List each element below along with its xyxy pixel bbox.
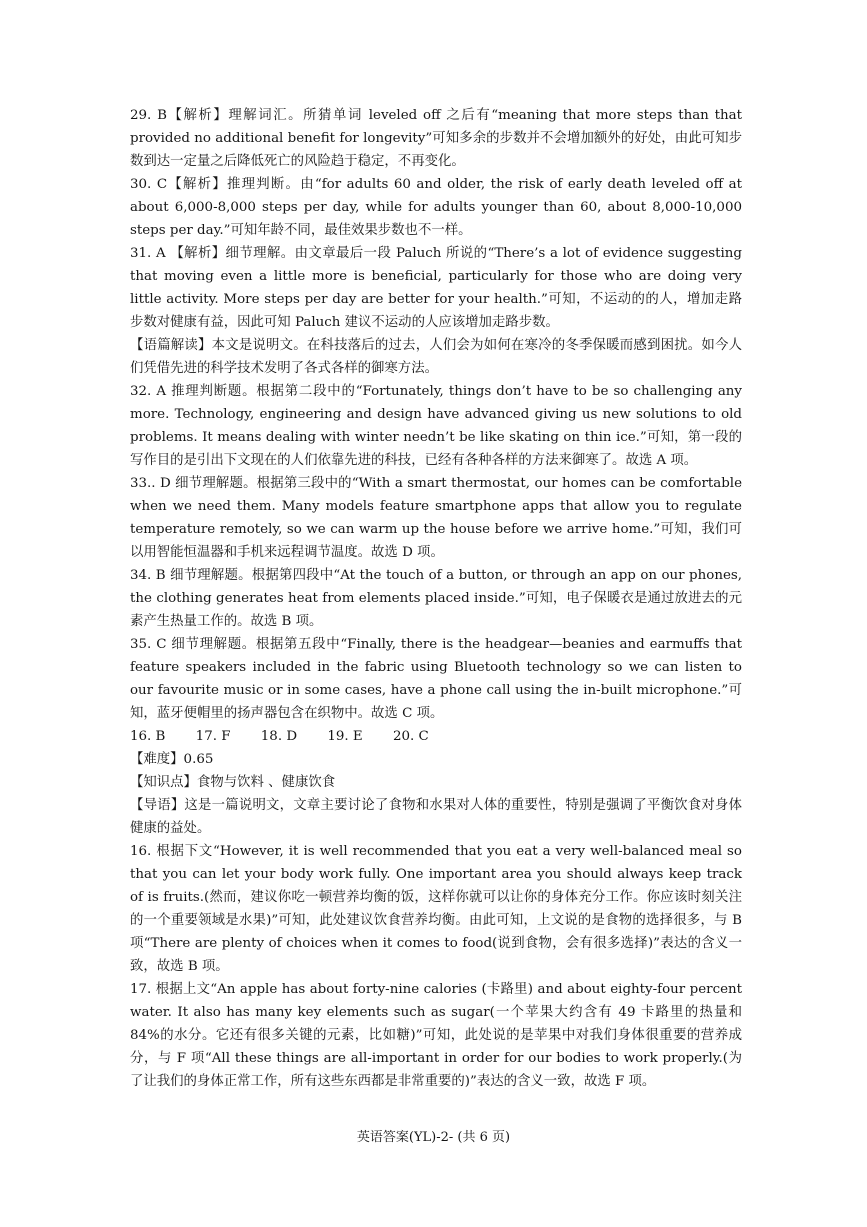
answer-30-explanation: 30. C【解析】推理判断。由“for adults 60 and older, the risk of early death leveled off at about 6,000-8,000 steps per day, while for adults younger than 60, about 8,000-10,000 steps per day.”可知年龄不同，最佳效果步数也不一样。 — [130, 177, 742, 238]
answer-key-16-20 — [130, 725, 742, 748]
answer-key-item: 17. F — [195, 729, 231, 744]
answer-29-explanation: 29. B【解析】理解词汇。所猜单词 leveled off 之后有“meaning that more steps than that provided no additional benefit for longevity”可知多余的步数并不会增加额外的好处，由此可知步数到达一定量之后降低死亡的风险趋于稳定，不再变化。 — [130, 108, 742, 169]
answer-16-explanation: 16. 根据下文“However, it is well recommended that you eat a very well-balanced meal so that you can let your body work fully. One important area you should always keep track of is fruits.(然而，建议你吃一顿营养均衡的饭，这样你就可以让你的身体充分工作。你应该时刻关注的一个重要领域是水果)”可知，此处建议饮食营养均衡。由此可知，上文说的是食物的选择很多，与 B 项“There are plenty of choices when it comes to food(说到食物，会有很多选择)”表达的含义一致，故选 B 项。 — [130, 844, 742, 974]
page-footer: 英语答案(YL)-2- (共 6 页) — [356, 1130, 511, 1145]
answer-34-explanation: 34. B 细节理解题。根据第四段中“At the touch of a button, or through an app on our phones, the clothing generates heat from elements placed inside.”可知，电子保暖衣是通过放进去的元素产生热量工作的。故选 B 项。 — [130, 568, 742, 629]
knowledge-points: 【知识点】食物与饮料 、健康饮食 — [130, 775, 336, 790]
answer-key-item: 18. D — [260, 729, 298, 744]
document-body — [130, 104, 742, 1093]
answer-key-item: 20. C — [392, 729, 429, 744]
passage-intro: 【导语】这是一篇说明文，文章主要讨论了食物和水果对人体的重要性，特别是强调了平衡饮食对身体健康的益处。 — [130, 798, 742, 836]
answer-33-explanation: 33.. D 细节理解题。根据第三段中的“With a smart thermostat, our homes can be comfortable when we need them. Many models feature smartphone apps that allow you to regulate temperature remotely, so we can warm up the house before we arrive home.”可知，我们可以用智能恒温器和手机来远程调节温度。故选 D 项。 — [130, 476, 742, 560]
answer-32-explanation: 32. A 推理判断题。根据第二段中的“Fortunately, things don’t have to be so challenging any more. Technology, engineering and design have advanced giving us new solutions to old problems. It means dealing with winter needn’t be like skating on thin ice.”可知，第一段的写作目的是引出下文现在的人们依靠先进的科技，已经有各种各样的方法来御寒了。故选 A 项。 — [130, 384, 742, 468]
answer-17-explanation: 17. 根据上文“An apple has about forty-nine calories (卡路里) and about eighty-four percent water. It also has many key elements such as sugar(一个苹果大约含有 49 卡路里的热量和 84%的水分。它还有很多关键的元素，比如糖)”可知，此处说的是苹果中对我们身体很重要的营养成分，与 F 项“All these things are all-important in order for our bodies to work properly.(为了让我们的身体正常工作，所有这些东西都是非常重要的)”表达的含义一致，故选 F 项。 — [130, 982, 742, 1089]
passage-summary: 【语篇解读】本文是说明文。在科技落后的过去，人们会为如何在寒冷的冬季保暖而感到困扰。如今人们凭借先进的科学技术发明了各式各样的御寒方法。 — [130, 338, 742, 376]
answer-key-item: 19. E — [327, 729, 363, 744]
answer-35-explanation: 35. C 细节理解题。根据第五段中“Finally, there is the headgear—beanies and earmuffs that feature speakers included in the fabric using Bluetooth technology so we can listen to our favourite music or in some cases, have a phone call using the in-built microphone.”可知，蓝牙便帽里的扬声器包含在织物中。故选 C 项。 — [130, 637, 742, 721]
answer-31-explanation: 31. A 【解析】细节理解。由文章最后一段 Paluch 所说的“There’s a lot of evidence suggesting that moving even a little more is beneficial, particularly for those who are doing very little activity. More steps per day are better for your health.”可知，不运动的的人，增加走路步数对健康有益，因此可知 Paluch 建议不运动的人应该增加走路步数。 — [130, 246, 742, 330]
difficulty: 【难度】0.65 — [130, 752, 214, 767]
answer-key-item: 16. B — [130, 729, 166, 744]
